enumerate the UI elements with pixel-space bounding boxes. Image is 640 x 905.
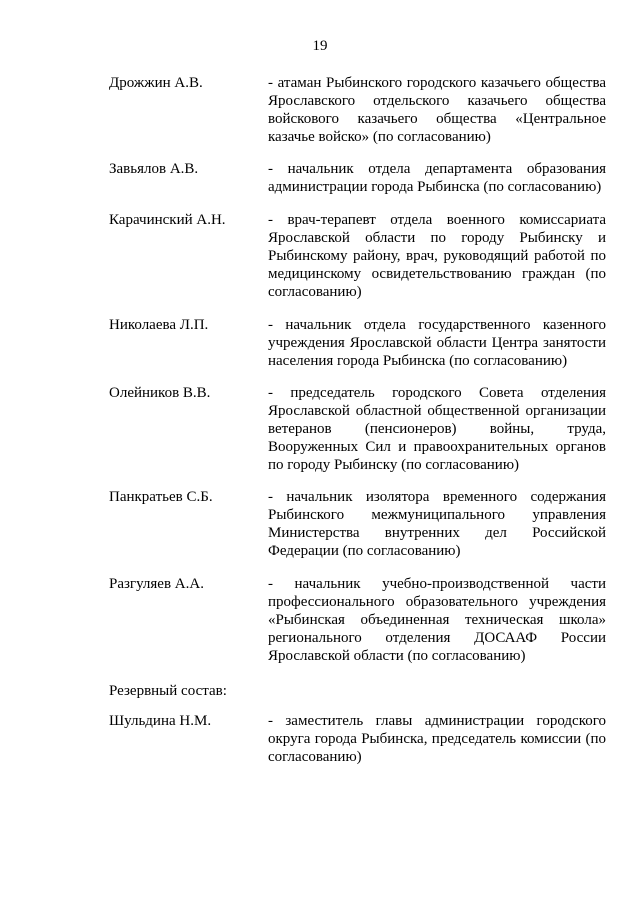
member-role: - начальник изолятора временного содержания Рыбинского межмуниципального управления Министерства внутренних дел Российской Федерации (по согласованию) bbox=[268, 489, 606, 559]
member-name: Разгуляев А.А. bbox=[109, 576, 204, 592]
member-role: - начальник отдела государственного казенного учреждения Ярославской области Центра занятости населения города Рыбинска (по согласованию) bbox=[268, 317, 606, 369]
member-name: Шульдина Н.М. bbox=[109, 713, 212, 729]
member-name: Дрожжин А.В. bbox=[109, 75, 203, 91]
member-name: Олейников В.В. bbox=[109, 385, 211, 401]
member-name: Завьялов А.В. bbox=[109, 161, 199, 177]
member-role: - председатель городского Совета отделения Ярославской областной общественной организации ветеранов (пенсионеров) войны, труда, Вооруженных Сил и правоохранительных органов по городу Рыбинску (по согласованию) bbox=[268, 385, 606, 473]
member-name: Панкратьев С.Б. bbox=[109, 489, 213, 505]
member-role: - атаман Рыбинского городского казачьего общества Ярославского отдельского казачьего общества войскового казачьего общества «Центральное казачье войско» (по согласованию) bbox=[268, 75, 606, 145]
member-name: Николаева Л.П. bbox=[109, 317, 209, 333]
member-name: Карачинский А.Н. bbox=[109, 212, 226, 228]
member-role: - начальник отдела департамента образования администрации города Рыбинска (по согласованию) bbox=[268, 161, 606, 195]
member-role: - врач-терапевт отдела военного комиссариата Ярославской области по городу Рыбинску и Рыбинскому району, врач, руководящий работой по медицинскому освидетельствованию граждан (по согласованию) bbox=[268, 212, 606, 300]
reserve-section-label: Резервный состав: bbox=[109, 683, 227, 699]
page-number: 19 bbox=[312, 38, 328, 54]
member-role: - начальник учебно-производственной части профессионального образовательного учреждения «Рыбинская объединенная техническая школа» регионального отделения ДОСААФ России Ярославской области (по согласованию) bbox=[268, 576, 606, 664]
member-role: - заместитель главы администрации городского округа города Рыбинска, председатель комиссии (по согласованию) bbox=[268, 713, 606, 765]
